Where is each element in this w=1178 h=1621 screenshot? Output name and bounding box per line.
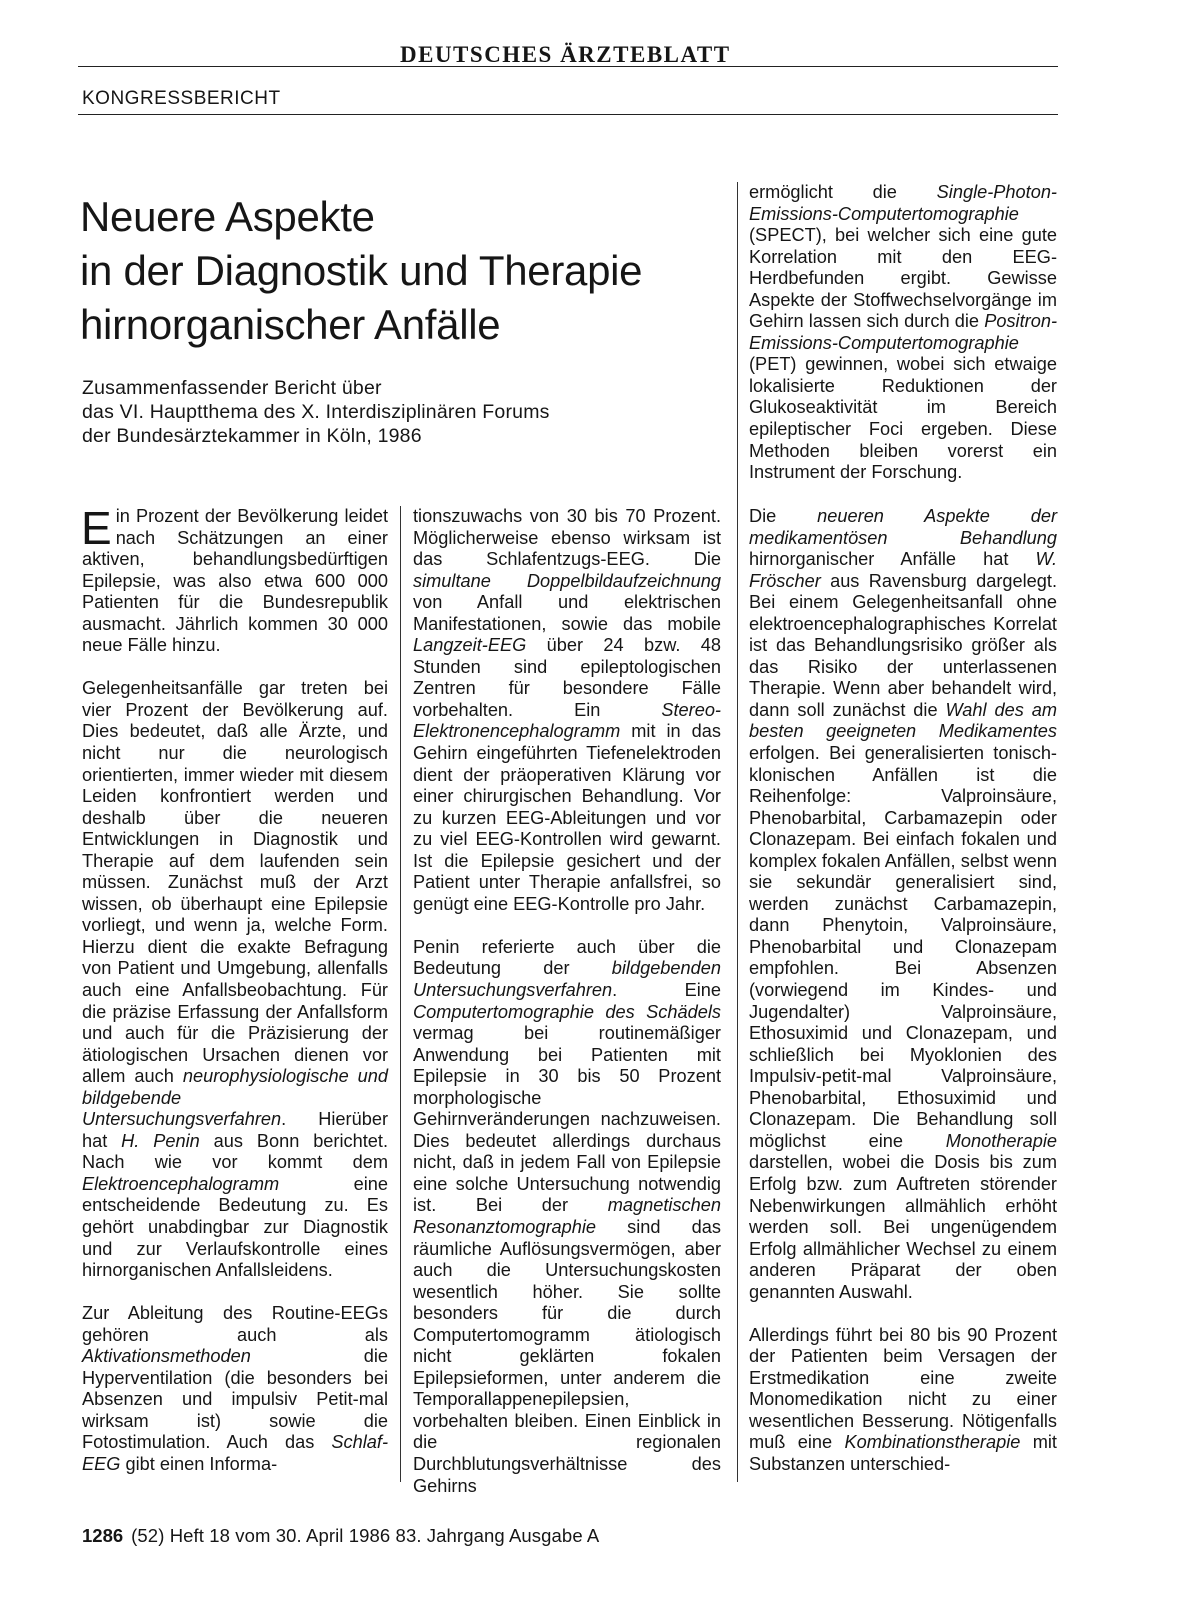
col1-paragraph-1 — [81, 502, 388, 657]
drop-cap: E — [81, 502, 112, 554]
col1-p2-text-b: . Hierüber hat — [82, 1109, 388, 1151]
column-2 — [413, 506, 721, 1497]
col1-p2-emphasis-2: H. Penin — [121, 1130, 200, 1151]
col3-p1-emphasis-1: neueren Aspekte der medikamentösen Behandlung — [749, 506, 1057, 548]
col1-p3-text-a: Zur Ableitung des Routine-EEGs gehören auch als — [82, 1303, 388, 1345]
col2-p1-text-c: über 24 bzw. 48 Stunden sind epileptologischen Zentren für besondere Fälle vorbehalten. Ein — [413, 635, 721, 720]
col2-p1-emphasis-3: Stereo-Elektronencephalogramm — [413, 699, 721, 742]
col3-paragraph-2 — [749, 1325, 1057, 1476]
column-3 — [749, 506, 1057, 1476]
col3-p1-text-a: Die — [749, 506, 818, 526]
col1-p2-text-a: Gelegenheitsanfälle gar treten bei vier Prozent der Bevölkerung auf. Dies bedeutet, daß alle Ärzte, und nicht nur die neurologisch orientierten, immer wieder mit diesem Leiden konfrontiert werden und deshalb über die neueren Entwicklungen in Diagnostik und Therapie auf dem laufenden sein müssen. Zunächst muß der Arzt wissen, ob überhaupt eine Epilepsie vorliegt, und wenn ja, welche Form. Hierzu dient die exakte Befragung von Patient und Umgebung, allenfalls auch eine Anfallsbeobachtung. Für die präzise Erfassung der Anfallsform und auch für die Präzisierung der ätiologischen Ursachen dienen vor allem auch — [82, 678, 388, 1087]
col2-p2-text-a: Penin referierte auch über die Bedeutung der — [413, 936, 721, 979]
col1-p1-text: in Prozent der Bevölkerung leidet nach Schätzungen an einer aktiven, behandlungsbedürftigen Epilepsie, was also etwa 600 000 Patienten für die Bundesrepublik ausmacht. Jährlich kommen 30 000 neue Fälle hinzu. — [82, 506, 388, 656]
col1-p3-emphasis-1: Aktivationsmethoden — [82, 1346, 251, 1367]
col1-p3-text-c: gibt einen Informa- — [120, 1453, 278, 1474]
col3-top-paragraph — [749, 182, 1057, 484]
col3-paragraph-1 — [749, 506, 1057, 1303]
col3top-text-b: (SPECT), bei welcher sich eine gute Korrelation mit den EEG-Herdbefunden ergibt. Gewisse Aspekte der Stoffwechselvorgänge im Gehirn lassen sich durch die — [749, 225, 1057, 332]
section-rule — [78, 114, 1058, 115]
col2-p1-emphasis-2: Langzeit-EEG — [413, 635, 527, 656]
col2-p2-text-b: . Eine — [612, 979, 721, 1000]
subtitle-line-1: Zusammenfassender Bericht über — [82, 377, 382, 399]
col3-p1-text-c: aus Ravensburg dargelegt. Bei einem Gelegenheitsanfall ohne elektroencephalographisches Korrelat ist das Behandlungsrisiko größer als das Risiko der unterlassenen Therapie. Wenn aber behandelt wird, dann soll zunächst die — [749, 570, 1057, 720]
col3top-emphasis-1: Single-Photon-Emissions-Computertomographie — [749, 182, 1057, 224]
col1-paragraph-3 — [82, 1303, 388, 1475]
article-title — [80, 190, 760, 352]
col2-p1-text-a: tionszuwachs von 30 bis 70 Prozent. Möglicherweise ebenso wirksam ist das Schlafentzugs-EEG. Die — [413, 506, 721, 570]
masthead-rule — [78, 66, 1058, 67]
col3top-text-c: (PET) gewinnen, wobei sich etwaige lokalisierte Reduktionen der Glukoseaktivität im Bereich epileptischer Foci ergeben. Diese Methoden bleiben vorerst ein Instrument der Forschung. — [749, 354, 1057, 483]
col2-p1-text-b: von Anfall und elektrischen Manifestationen, sowie das mobile — [413, 592, 721, 634]
col1-p3-text-b: die Hyperventilation (die besonders bei Absenzen und impulsiv Petit-mal wirksam ist) sowie die Fotostimulation. Auch das — [82, 1346, 388, 1453]
col3-p1-emphasis-3: Wahl des am besten geeigneten Medikamentes — [749, 699, 1057, 742]
col1-p2-text-d: eine entscheidende Bedeutung zu. Es gehört unabdingbar zur Diagnostik und zur Verlaufskontrolle eines hirnorganischen Anfallsleidens. — [82, 1173, 388, 1281]
issue-details: (52) Heft 18 vom 30. April 1986 83. Jahrgang Ausgabe A — [131, 1525, 600, 1546]
column-3-top — [749, 182, 1057, 484]
col3top-text-a: ermöglicht die — [749, 182, 937, 202]
col2-paragraph-1 — [413, 506, 721, 915]
col1-p2-emphasis-1: neurophysiologische und bildgebende Untersuchungsverfahren — [82, 1066, 388, 1130]
col1-p2-emphasis-3: Elektroencephalogramm — [82, 1173, 280, 1194]
col2-paragraph-2 — [413, 937, 721, 1497]
col3-p1-text-d: erfolgen. Bei generalisierten tonisch-klonischen Anfällen ist die Reihenfolge: Valproinsäure, Phenobarbital, Carbamazepin oder Clonazepam. Bei einfach fokalen und komplex fokalen Anfällen, selbst wenn sie sekundär generalisiert sind, werden zunächst Carbamazepin, dann Phenytoin, Valproinsäure, Phenobarbital und Clonazepam empfohlen. Bei Absenzen (vorwiegend im Kindes- und Jugendalter) Valproinsäure, Ethosuximid und Clonazepam, und schließlich bei Myoklonien des Impulsiv-petit-mal Valproinsäure, Phenobarbital, Ethosuximid und Clonazepam. Die Behandlung soll möglichst eine — [749, 743, 1057, 1151]
page-number: 1286 — [82, 1525, 124, 1546]
col3-p2-text-a: Allerdings führt bei 80 bis 90 Prozent der Patienten beim Versagen der Erstmedikation eine zweite Monomedikation nicht zu einer wesentlichen Besserung. Nötigenfalls muß eine — [749, 1324, 1057, 1453]
column-divider-1 — [400, 506, 401, 1482]
col1-paragraph-2 — [82, 678, 388, 1281]
col2-p2-text-c: vermag bei routinemäßiger Anwendung bei Patienten mit Epilepsie in 30 bis 50 Prozent morphologische Gehirnveränderungen nachzuweisen. Dies bedeutet allerdings durchaus nicht, daß in jedem Fall von Epilepsie eine solche Untersuchung notwendig ist. Bei der — [413, 1023, 721, 1216]
col2-p2-emphasis-1: bildgebenden Untersuchungsverfahren — [413, 958, 721, 1000]
col3-p1-text-b: hirnorganischer Anfälle hat — [749, 549, 1036, 570]
col3-p1-emphasis-2: W. Fröscher — [749, 549, 1057, 591]
title-line-2: in der Diagnostik und Therapie — [80, 247, 643, 294]
col3top-emphasis-2: Positron-Emissions-Computertomographie — [749, 311, 1057, 353]
column-divider-2 — [737, 182, 738, 1482]
col1-p3-emphasis-2: Schlaf-EEG — [82, 1432, 388, 1474]
col2-p1-text-d: mit in das Gehirn eingeführten Tiefenelektroden dient der präoperativen Klärung vor einer chirurgischen Behandlung. Vor zu kurzen EEG-Ableitungen und vor zu viel EEG-Kontrollen wird gewarnt. Ist die Epilepsie gesichert und der Patient unter Therapie anfallsfrei, so genügt eine EEG-Kontrolle pro Jahr. — [413, 721, 721, 914]
subtitle-line-3: der Bundesärztekammer in Köln, 1986 — [82, 425, 422, 447]
col3-p2-emphasis-1: Kombinationstherapie — [844, 1432, 1021, 1453]
page-footer — [82, 1525, 599, 1547]
col3-p2-text-b: mit Substanzen unterschied- — [749, 1432, 1057, 1475]
column-1 — [81, 502, 389, 1476]
col2-p2-emphasis-3: magnetischen Resonanztomographie — [413, 1195, 721, 1237]
section-label: KONGRESSBERICHT — [82, 88, 281, 109]
article-subtitle — [82, 376, 722, 448]
col2-p1-emphasis-1: simultane Doppelbildaufzeichnung — [413, 570, 721, 591]
masthead: DEUTSCHES ÄRZTEBLATT — [400, 42, 731, 67]
col3-p1-emphasis-4: Monotherapie — [945, 1130, 1057, 1151]
title-line-3: hirnorganischer Anfälle — [80, 301, 501, 348]
col3-p1-text-e: darstellen, wobei die Dosis bis zum Erfolg bzw. zum Auftreten störender Nebenwirkungen allmählich erhöht werden soll. Bei ungenügendem Erfolg allmählicher Wechsel zu einem anderen Präparat der oben genannten Auswahl. — [749, 1152, 1057, 1302]
subtitle-line-2: das VI. Hauptthema des X. Interdisziplinären Forums — [82, 401, 550, 423]
col1-p2-text-c: aus Bonn berichtet. Nach wie vor kommt dem — [82, 1130, 389, 1173]
col2-p2-text-d: sind das räumliche Auflösungsvermögen, aber auch die Untersuchungskosten wesentlich höher. Sie sollte besonders für die durch Computertomogramm ätiologisch nicht geklärten fokalen Epilepsieformen, unter anderem die Temporallappenepilepsien, vorbehalten bleiben. Einen Einblick in die regionalen Durchblutungsverhältnisse des Gehirns — [413, 1217, 721, 1496]
col2-p2-emphasis-2: Computertomographie des Schädels — [413, 1001, 721, 1022]
title-line-1: Neuere Aspekte — [80, 193, 375, 240]
